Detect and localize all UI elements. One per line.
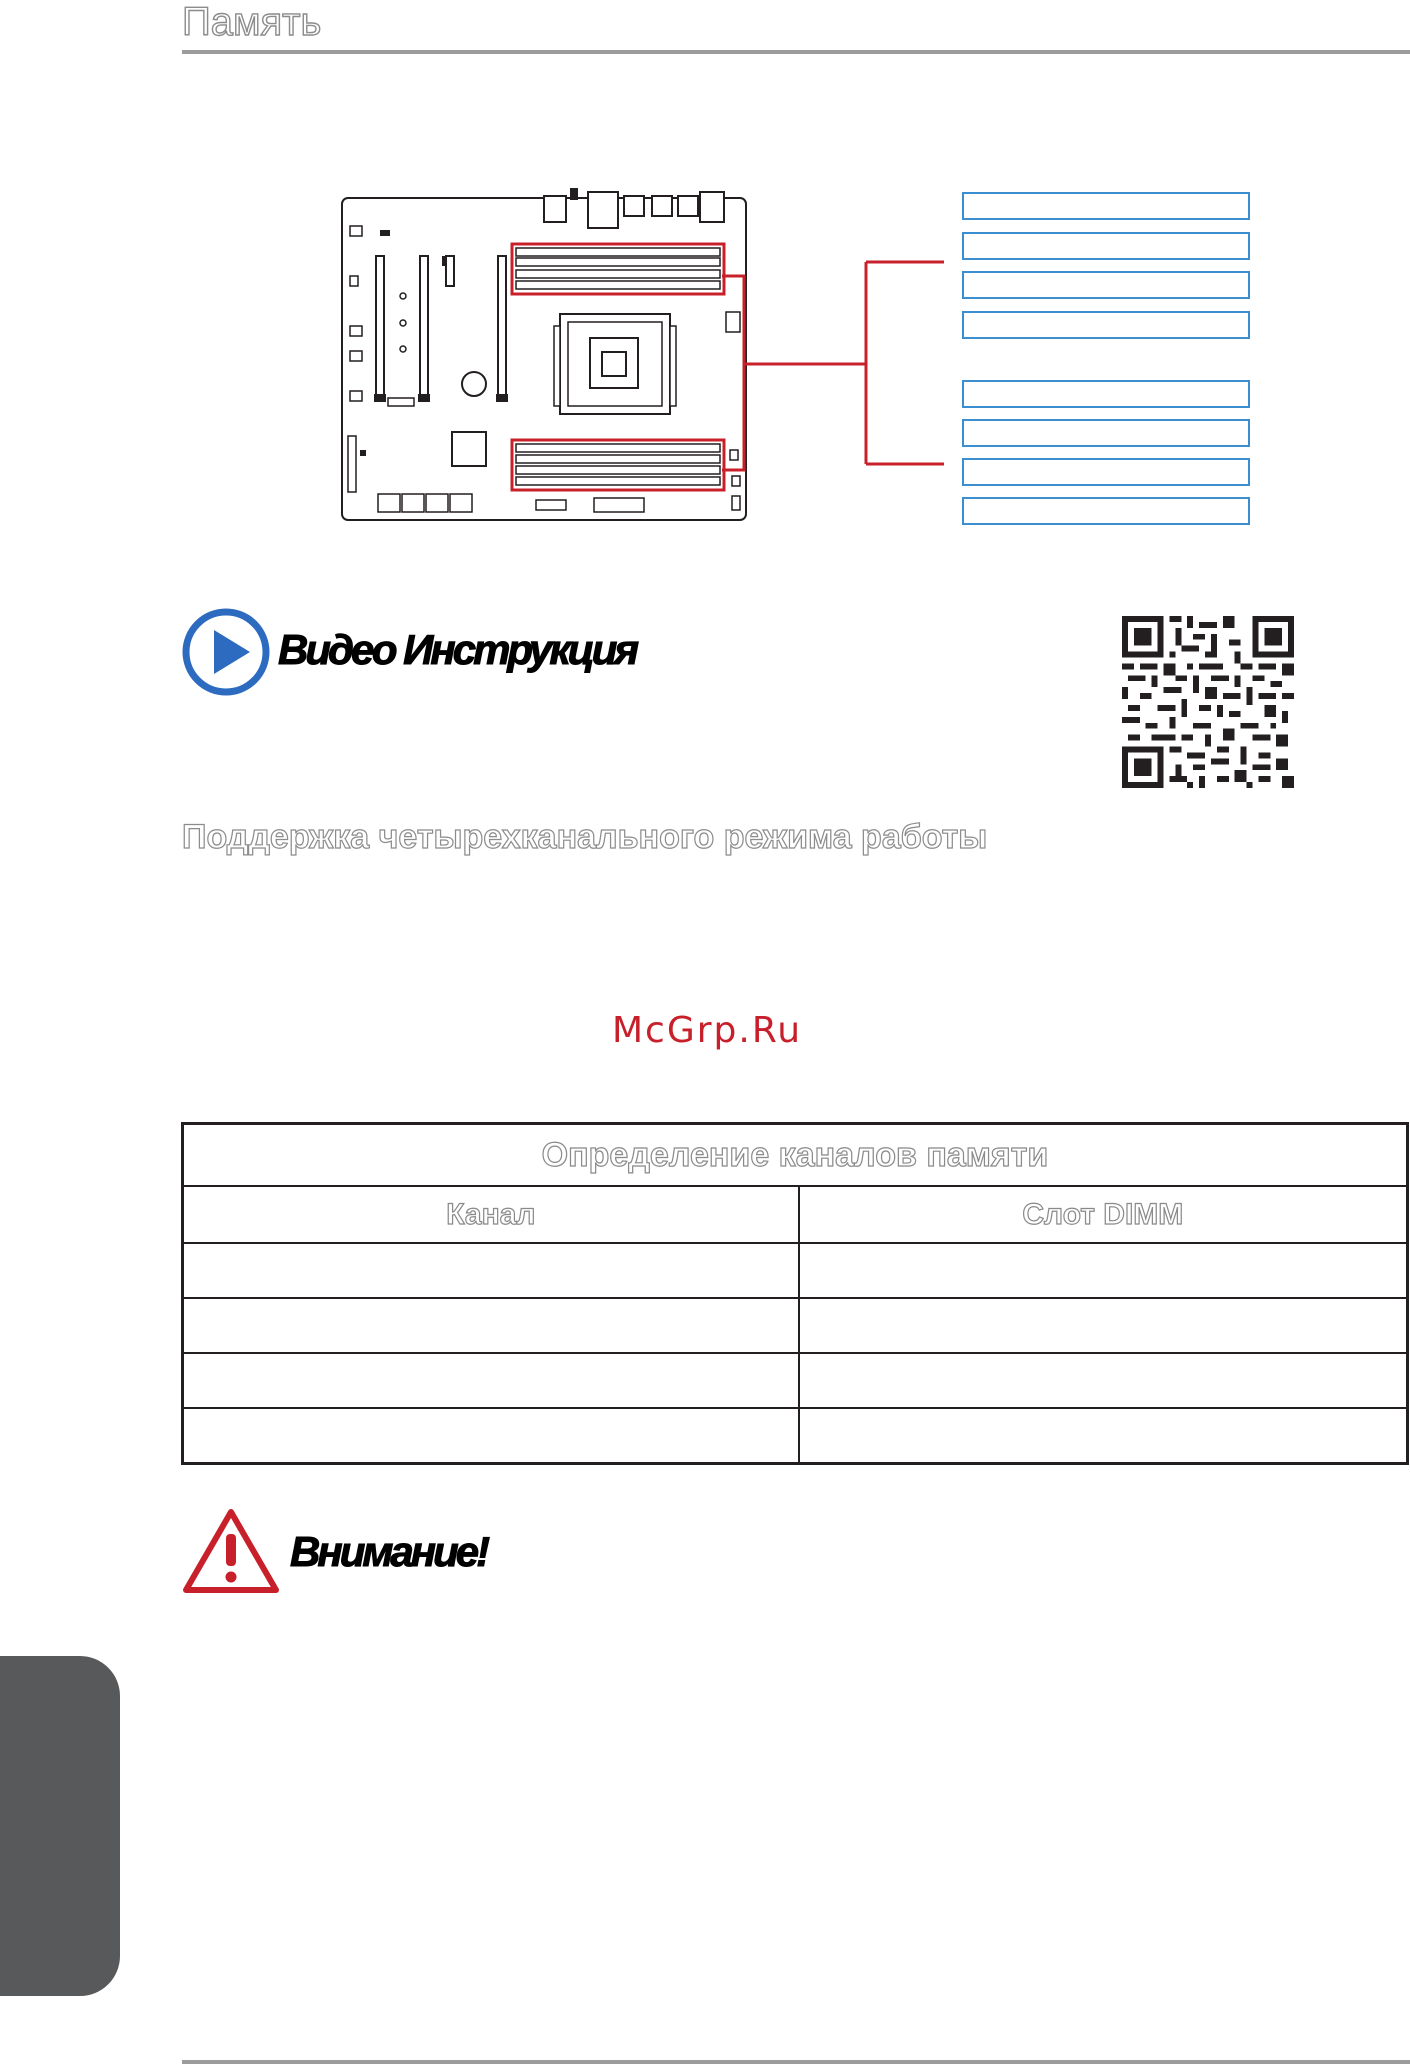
table-cell — [183, 1353, 799, 1408]
column-header-dimm-slot: Слот DIMM — [799, 1186, 1408, 1243]
quad-channel-heading: Поддержка четырехканального режима работы — [182, 818, 988, 856]
table-row — [183, 1353, 1408, 1408]
dimm-slot-box — [962, 192, 1250, 220]
table-cell — [799, 1298, 1408, 1353]
table-row — [183, 1298, 1408, 1353]
title-rule — [182, 50, 1410, 54]
dimm-slot-box — [962, 497, 1250, 525]
side-tab — [0, 1656, 120, 1996]
footer-rule — [182, 2060, 1410, 2064]
play-circle-icon — [180, 606, 272, 698]
table-cell — [799, 1408, 1408, 1464]
warning-triangle-icon — [180, 1506, 282, 1598]
table-row — [183, 1408, 1408, 1464]
memory-channel-table — [181, 1122, 1409, 1465]
dimm-slot-box — [962, 458, 1250, 486]
dimm-slot-box — [962, 380, 1250, 408]
motherboard-diagram — [340, 186, 760, 526]
table-caption: Определение каналов памяти — [183, 1124, 1408, 1187]
column-header-channel: Канал — [183, 1186, 799, 1243]
dimm-slot-box — [962, 419, 1250, 447]
video-instruction-label: Видео Инструкция — [278, 626, 637, 673]
table-cell — [183, 1298, 799, 1353]
video-instruction[interactable] — [180, 606, 680, 698]
table-cell — [183, 1408, 799, 1464]
dimm-slot-box — [962, 232, 1250, 260]
table-row — [183, 1243, 1408, 1298]
watermark: McGrp.Ru — [612, 1010, 803, 1051]
channel-bracket — [716, 240, 966, 480]
warning-notice — [180, 1506, 580, 1596]
qr-code[interactable] — [1122, 616, 1294, 788]
warning-label: Внимание! — [290, 1528, 488, 1575]
table-cell — [799, 1243, 1408, 1298]
table-cell — [183, 1243, 799, 1298]
dimm-slot-box — [962, 311, 1250, 339]
table-cell — [799, 1353, 1408, 1408]
dimm-slot-box — [962, 271, 1250, 299]
page-title: Память — [182, 0, 322, 44]
